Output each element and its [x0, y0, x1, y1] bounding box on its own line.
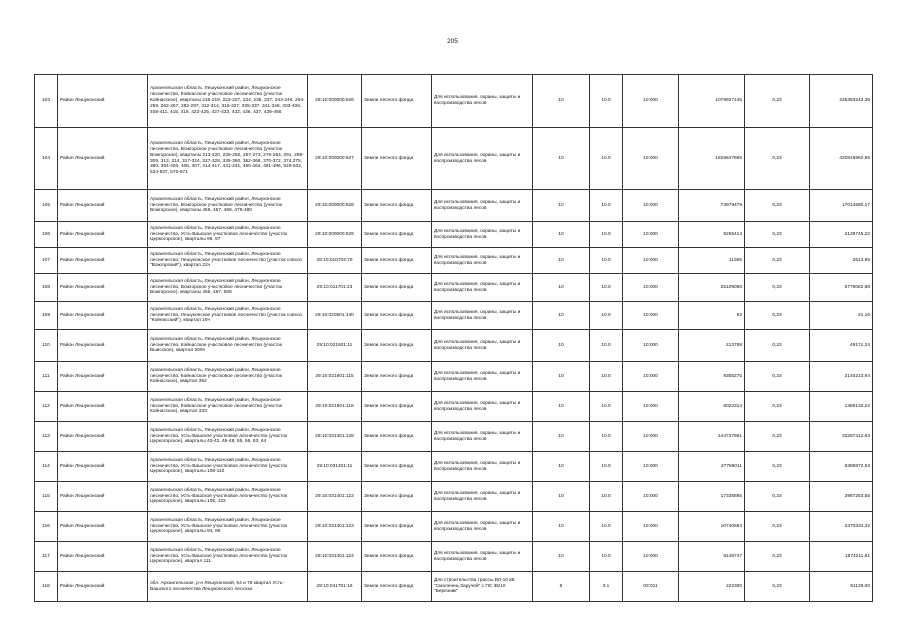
value-cell: 10.0 [590, 452, 623, 482]
area-cell: 27769011 [679, 452, 745, 482]
value-cell: 10 [533, 482, 590, 512]
permitted-use-cell: Для использования, охраны, защиты и воспроизводства лесов [432, 302, 533, 330]
location-cell: Архангельская область, Лешуконский район, Лешуконское лесничество, Усть-Вашское участковое лесничество (участок Церкогорское), квартал 111 [148, 542, 308, 572]
location-cell: Архангельская область, Лешуконский район, Лешуконское лесничество, Усть-Вашское участковое лесничество (участок Церкогорское), кварталы 96, 97 [148, 222, 308, 248]
value-cell: 10 [533, 222, 590, 248]
table-body [35, 75, 873, 602]
row-number: 116 [35, 512, 58, 542]
value-cell: 10 [533, 542, 590, 572]
rate-cell: 0,23 [745, 392, 810, 422]
land-category-cell: Земли лесного фонда [362, 452, 432, 482]
row-number: 105 [35, 190, 58, 222]
table-row [35, 190, 873, 222]
table-row [35, 128, 873, 190]
row-number: 108 [35, 274, 58, 302]
land-category-cell: Земли лесного фонда [362, 542, 432, 572]
permitted-use-cell: Для использования, охраны, защиты и воспроизводства лесов [432, 482, 533, 512]
location-cell: Архангельская область, Лешуконский район, Лешуконское лесничество, Койнасское участковое лесничество (участок Койнасское), квартал 352 [148, 362, 308, 392]
district-cell: Район Лешуконский [58, 392, 148, 422]
area-cell: 92 [679, 302, 745, 330]
area-cell: 1079927145 [679, 75, 745, 128]
value-cell: 10 [533, 274, 590, 302]
cadastral-number-cell: 29:10:041701:16 [308, 572, 362, 602]
value-cell: 10:000 [623, 274, 679, 302]
table-row [35, 392, 873, 422]
district-cell: Район Лешуконский [58, 222, 148, 248]
permitted-use-cell: Для использования, охраны, защиты и воспроизводства лесов [432, 190, 533, 222]
cadastral-number-cell: 29:10:031401:122 [308, 482, 362, 512]
value-cell: 10:000 [623, 75, 679, 128]
cadastral-number-cell: 29:10:011701:23 [308, 274, 362, 302]
table-row [35, 248, 873, 274]
table-row [35, 482, 873, 512]
cadastral-number-cell: 29:10:010704:79 [308, 248, 362, 274]
district-cell: Район Лешуконский [58, 248, 148, 274]
value-cell: 10:000 [623, 362, 679, 392]
table-row [35, 274, 873, 302]
value-cell: 10:000 [623, 392, 679, 422]
rate-cell: 0,23 [745, 330, 810, 362]
row-number: 118 [35, 572, 58, 602]
sum-cell: 6386872,53 [810, 452, 873, 482]
area-cell: 9255414 [679, 222, 745, 248]
table-row [35, 512, 873, 542]
rate-cell: 0,23 [745, 128, 810, 190]
sum-cell: 2140213,94 [810, 362, 873, 392]
value-cell: 10 [533, 422, 590, 452]
rate-cell: 0,23 [745, 452, 810, 482]
district-cell: Район Лешуконский [58, 422, 148, 452]
cadastral-number-cell: 29:10:031301:128 [308, 422, 362, 452]
location-cell: обл. Архангельская, р-н Лешуконский, 64 и 78 квартал Усть-Вашского лесничества Лешуконского лесхоза [148, 572, 308, 602]
row-number: 106 [35, 222, 58, 248]
sum-cell: 2613,95 [810, 248, 873, 274]
permitted-use-cell: Для использования, охраны, защиты и воспроизводства лесов [432, 452, 533, 482]
land-category-cell: Земли лесного фонда [362, 572, 432, 602]
land-category-cell: Земли лесного фонда [362, 274, 432, 302]
area-cell: 11365 [679, 248, 745, 274]
row-number: 117 [35, 542, 58, 572]
value-cell: 10.0 [590, 302, 623, 330]
sum-cell: 21,16 [810, 302, 873, 330]
location-cell: Архангельская область, Лешуконский район, Лешуконское лесничество, Вожгорское участковое лесничество (участок Вожгорское), кварталы 465, 467, 509 [148, 274, 308, 302]
value-cell: 10 [533, 302, 590, 330]
value-cell: 10.0 [590, 422, 623, 452]
row-number: 110 [35, 330, 58, 362]
district-cell: Район Лешуконский [58, 75, 148, 128]
table-row [35, 452, 873, 482]
value-cell: 10 [533, 512, 590, 542]
district-cell: Район Лешуконский [58, 302, 148, 330]
value-cell: 10.0 [590, 190, 623, 222]
land-category-cell: Земли лесного фонда [362, 302, 432, 330]
location-cell: Архангельская область, Лешуконский район, Лешуконское лесничество, Койнасское участковое лесничество (участок Койнасское), кварталы 215-218, 223-227, 234, 235, 237, 243-246, 254-259, 262-267, 282-297, 312-314, 316-327, 335-337, 341-346, 403-406, 408-411, 415, 416, 422-425, 427-433, 432, 436, 437, 439-466 [148, 75, 308, 128]
value-cell: 10.0 [590, 330, 623, 362]
location-cell: Архангельская область, Лешуконский район, Лешуконское лесничество, Лешуконское участковое лесничество (участок совхоз "Койнасский"), квартал 16ч [148, 302, 308, 330]
land-category-cell: Земли лесного фонда [362, 75, 432, 128]
permitted-use-cell: Для использования, охраны, защиты и воспроизводства лесов [432, 422, 533, 452]
permitted-use-cell: Для использования, охраны, защиты и воспроизводства лесов [432, 274, 533, 302]
value-cell: 10 [533, 452, 590, 482]
value-cell: 10:000 [623, 542, 679, 572]
value-cell: 3.1 [590, 572, 623, 602]
table-row [35, 422, 873, 452]
area-cell: 222300 [679, 572, 745, 602]
rate-cell: 0,23 [745, 190, 810, 222]
value-cell: 10.0 [590, 362, 623, 392]
row-number: 107 [35, 248, 58, 274]
sum-cell: 248383243,35 [810, 75, 873, 128]
value-cell: 10 [533, 75, 590, 128]
location-cell: Архангельская область, Лешуконский район, Лешуконское лесничество, Лешуконское участковое лесничество (участок совхоз "Вожгорский"), квартал 22ч [148, 248, 308, 274]
sum-cell: 1385132,22 [810, 392, 873, 422]
area-cell: 213788 [679, 330, 745, 362]
permitted-use-cell: Для использования, охраны, защиты и воспроизводства лесов [432, 392, 533, 422]
value-cell: 6 [533, 572, 590, 602]
table-row [35, 542, 873, 572]
value-cell: 10.0 [590, 274, 623, 302]
district-cell: Район Лешуконский [58, 482, 148, 512]
table-row [35, 222, 873, 248]
location-cell: Архангельская область, Лешуконский район, Лешуконское лесничество, Усть-Вашское участковое лесничество (участок Церкогорское), кварталы 40-42, 46-48, 55, 56, 63, 64 [148, 422, 308, 452]
location-cell: Архангельская область, Лешуконский район, Лешуконское лесничество, Усть-Вашское участковое лесничество (участок Церкогорское), кварталы 93, 95 [148, 512, 308, 542]
value-cell: 10:000 [623, 452, 679, 482]
rate-cell: 0,23 [745, 422, 810, 452]
value-cell: 10.0 [590, 542, 623, 572]
area-cell: 6022314 [679, 392, 745, 422]
cadastral-number-cell: 29:10:000000:626 [308, 75, 362, 128]
cadastral-number-cell: 29:10:021901:118 [308, 392, 362, 422]
land-category-cell: Земли лесного фонда [362, 422, 432, 452]
location-cell: Архангельская область, Лешуконский район, Лешуконское лесничество, Вожгорское участковое лесничество (участок Вожгорское), кварталы 456, 457, 469, 478-480 [148, 190, 308, 222]
location-cell: Архангельская область, Лешуконский район, Лешуконское лесничество, Усть-Вашское участковое лесничество (участок Церкогорское), кварталы 108-110 [148, 452, 308, 482]
permitted-use-cell: Для использования, охраны, защиты и воспроизводства лесов [432, 330, 533, 362]
rate-cell: 0,23 [745, 274, 810, 302]
rate-cell: 0,23 [745, 75, 810, 128]
land-category-cell: Земли лесного фонда [362, 362, 432, 392]
value-cell: 10:000 [623, 482, 679, 512]
value-cell: 10 [533, 330, 590, 362]
district-cell: Район Лешуконский [58, 190, 148, 222]
district-cell: Район Лешуконский [58, 128, 148, 190]
district-cell: Район Лешуконский [58, 330, 148, 362]
value-cell: 10.0 [590, 392, 623, 422]
value-cell: 10:000 [623, 128, 679, 190]
table-row [35, 302, 873, 330]
location-cell: Архангельская область, Лешуконский район, Лешуконское лесничество, Койнасское участковое лесничество (участок Койнасское), квартал 333 [148, 392, 308, 422]
land-category-cell: Земли лесного фонда [362, 482, 432, 512]
table-row [35, 75, 873, 128]
sum-cell: 17014580,17 [810, 190, 873, 222]
value-cell: 10 [533, 248, 590, 274]
permitted-use-cell: Для использования, охраны, защиты и воспроизводства лесов [432, 128, 533, 190]
value-cell: 10:000 [623, 302, 679, 330]
row-number: 112 [35, 392, 58, 422]
value-cell: 10:000 [623, 222, 679, 248]
rate-cell: 0,23 [745, 512, 810, 542]
cadastral-number-cell: 29:10:021801:11 [308, 330, 362, 362]
land-category-cell: Земли лесного фонда [362, 248, 432, 274]
permitted-use-cell: Для использования, охраны, защиты и воспроизводства лесов [432, 222, 533, 248]
district-cell: Район Лешуконский [58, 362, 148, 392]
value-cell: 10.0 [590, 482, 623, 512]
land-category-cell: Земли лесного фонда [362, 128, 432, 190]
rate-cell: 0,23 [745, 482, 810, 512]
permitted-use-cell: Для использования, охраны, защиты и воспроизводства лесов [432, 512, 533, 542]
value-cell: 10.0 [590, 128, 623, 190]
table-row [35, 330, 873, 362]
land-category-cell: Земли лесного фонда [362, 512, 432, 542]
rate-cell: 0,23 [745, 542, 810, 572]
sum-cell: 2470334,32 [810, 512, 873, 542]
area-cell: 1829647865 [679, 128, 745, 190]
rate-cell: 0,23 [745, 362, 810, 392]
location-cell: Архангельская область, Лешуконский район, Лешуконское лесничество, Вожгорское участковое лесничество (участок Вожгорское), кварталы 213-220, 235-250, 257-273, 275-284, 291, 298-309, 313, 314, 317-324, 327-328, 335-360, 362-366, 370-372, 374,375, 380, 384-400, 406, 407, 414-417, 431-441, 460-464, 481-486, 529-532, 534-537, 570-571 [148, 128, 308, 190]
sum-cell: 420818962,95 [810, 128, 873, 190]
table-row [35, 362, 873, 392]
area-cell: 17335885 [679, 482, 745, 512]
area-cell: 8148747 [679, 542, 745, 572]
value-cell: 10:000 [623, 190, 679, 222]
value-cell: 03:011 [623, 572, 679, 602]
district-cell: Район Лешуконский [58, 512, 148, 542]
district-cell: Район Лешуконский [58, 572, 148, 602]
value-cell: 10:000 [623, 248, 679, 274]
district-cell: Район Лешуконский [58, 452, 148, 482]
area-cell: 10740584 [679, 512, 745, 542]
value-cell: 10:000 [623, 422, 679, 452]
area-cell: 25109056 [679, 274, 745, 302]
value-cell: 10.0 [590, 512, 623, 542]
sum-cell: 1874211,81 [810, 542, 873, 572]
cadastral-number-cell: 29:10:020501:140 [308, 302, 362, 330]
value-cell: 10 [533, 190, 590, 222]
value-cell: 10.0 [590, 248, 623, 274]
permitted-use-cell: Для использования, охраны, защиты и воспроизводства лесов [432, 362, 533, 392]
rate-cell: 0,23 [745, 302, 810, 330]
cadastral-number-cell: 29:10:000000:627 [308, 128, 362, 190]
value-cell: 10 [533, 392, 590, 422]
land-category-cell: Земли лесного фонда [362, 392, 432, 422]
land-category-cell: Земли лесного фонда [362, 222, 432, 248]
value-cell: 10 [533, 128, 590, 190]
row-number: 111 [35, 362, 58, 392]
value-cell: 10.0 [590, 75, 623, 128]
rate-cell: 0,23 [745, 222, 810, 248]
district-cell: Район Лешуконский [58, 274, 148, 302]
permitted-use-cell: Для использования, охраны, защиты и воспроизводства лесов [432, 248, 533, 274]
cadastral-number-cell: 29:10:021901:115 [308, 362, 362, 392]
permitted-use-cell: Для строительства трассы ВЛ-10 кВ "Смоленец-Заручей" с ПС 35/10 "Березник" [432, 572, 533, 602]
area-cell: 144727881 [679, 422, 745, 452]
area-cell: 73979479 [679, 190, 745, 222]
cadastral-number-cell: 29:10:031401:11 [308, 452, 362, 482]
row-number: 104 [35, 128, 58, 190]
sum-cell: 2128745,22 [810, 222, 873, 248]
cadastral-number-cell: 29:10:031401:123 [308, 512, 362, 542]
sum-cell: 49171,24 [810, 330, 873, 362]
cadastral-number-cell: 29:10:000000:629 [308, 222, 362, 248]
land-category-cell: Земли лесного фонда [362, 330, 432, 362]
sum-cell: 51129,00 [810, 572, 873, 602]
rate-cell: 0,23 [745, 572, 810, 602]
location-cell: Архангельская область, Лешуконский район, Лешуконское лесничество, Койнасское участковое лесничество (участок Выисское), квартал 209ч [148, 330, 308, 362]
sum-cell: 3987253,55 [810, 482, 873, 512]
value-cell: 10 [533, 362, 590, 392]
location-cell: Архангельская область, Лешуконский район, Лешуконское лесничество, Усть-Вашское участковое лесничество (участок Церкогорское), кварталы 105, 122 [148, 482, 308, 512]
row-number: 114 [35, 452, 58, 482]
cadastral-number-cell: 29:10:031401:124 [308, 542, 362, 572]
table-row [35, 572, 873, 602]
row-number: 115 [35, 482, 58, 512]
value-cell: 10:000 [623, 512, 679, 542]
permitted-use-cell: Для использования, охраны, защиты и воспроизводства лесов [432, 542, 533, 572]
district-cell: Район Лешуконский [58, 542, 148, 572]
sum-cell: 5775082,88 [810, 274, 873, 302]
land-category-cell: Земли лесного фонда [362, 190, 432, 222]
land-plots-table [34, 74, 873, 602]
row-number: 113 [35, 422, 58, 452]
permitted-use-cell: Для использования, охраны, защиты и воспроизводства лесов [432, 75, 533, 128]
value-cell: 10.0 [590, 222, 623, 248]
page-number: 205 [447, 38, 458, 45]
area-cell: 9305275 [679, 362, 745, 392]
row-number: 103 [35, 75, 58, 128]
rate-cell: 0,23 [745, 248, 810, 274]
row-number: 109 [35, 302, 58, 330]
sum-cell: 33287412,63 [810, 422, 873, 452]
value-cell: 10:000 [623, 330, 679, 362]
cadastral-number-cell: 29:10:000000:628 [308, 190, 362, 222]
